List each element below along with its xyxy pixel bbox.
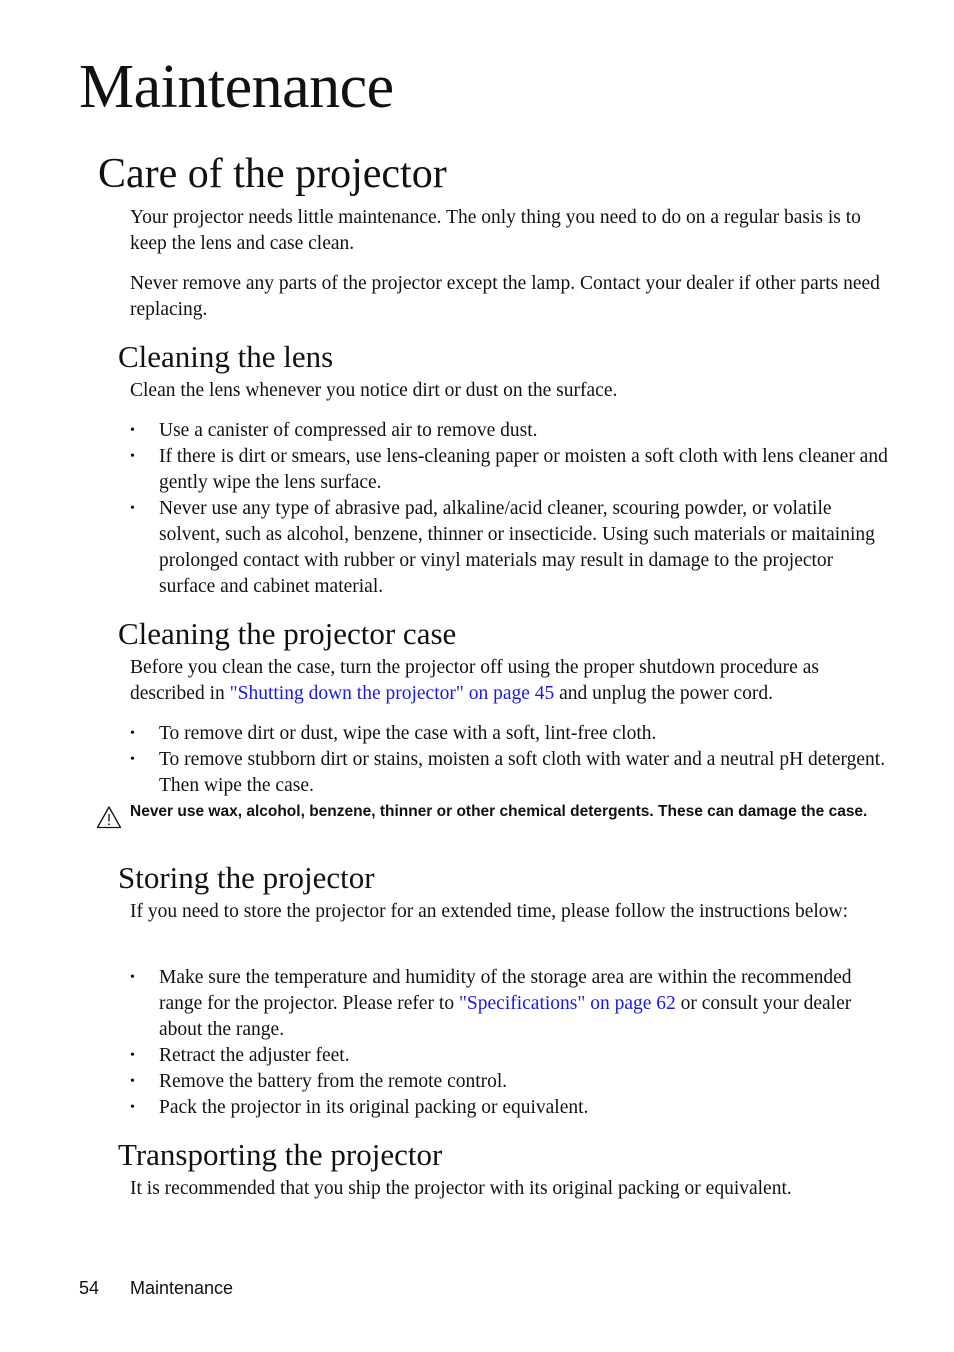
- cleaning-lens-lead: Clean the lens whenever you notice dirt or dust on the surface.: [130, 380, 618, 401]
- list-item: • Retract the adjuster feet.: [130, 1043, 890, 1069]
- specifications-link[interactable]: "Specifications" on page 62: [458, 993, 676, 1014]
- transporting-lead: It is recommended that you ship the projector with its original packing or equivalent.: [130, 1178, 792, 1199]
- section-title: Care of the projector: [98, 151, 447, 197]
- storing-lead: If you need to store the projector for an extended time, please follow the instructions below:: [130, 901, 849, 922]
- page-number: 54: [79, 1278, 100, 1298]
- intro-paragraph-1: Your projector needs little maintenance. The only thing you need to do on a regular basis is to keep the lens and case clean.: [130, 207, 861, 254]
- list-item: [130, 965, 890, 1043]
- warning-text: Never use wax, alcohol, benzene, thinner or other chemical detergents. These can damage the case.: [130, 803, 868, 820]
- list-item: • Use a canister of compressed air to remove dust.: [130, 418, 890, 444]
- cleaning-lens-list: [130, 418, 890, 600]
- footer-section: Maintenance: [130, 1278, 234, 1298]
- cleaning-case-lead: [130, 655, 880, 707]
- shutting-down-link[interactable]: "Shutting down the projector" on page 45: [229, 683, 555, 704]
- list-item: • Remove the battery from the remote control.: [130, 1069, 890, 1095]
- list-item: • Never use any type of abrasive pad, alkaline/acid cleaner, scouring powder, or volatile solvent, such as alcohol, benzene, thinner or insecticide. Using such materials or maitaining prolonged contact with rubber or vinyl materials may result in damage to the projector surface and cabinet material.: [130, 496, 890, 600]
- list-item: • Pack the projector in its original packing or equivalent.: [130, 1095, 890, 1121]
- storing-list: [130, 965, 890, 1121]
- cleaning-lens-heading: Cleaning the lens: [118, 339, 334, 374]
- lead-text: Before you clean the case, turn the projector off using the proper shutdown procedure as described in: [130, 657, 819, 704]
- warning-icon: [96, 805, 122, 829]
- lead-text-end: and unplug the power cord.: [554, 683, 774, 704]
- intro-paragraph-2: Never remove any parts of the projector except the lamp. Contact your dealer if other parts need replacing.: [130, 273, 880, 320]
- bullet-text: Make sure the temperature and humidity of the storage area are within the recommended range for the projector. Please refer to: [159, 967, 852, 1014]
- chapter-title: Maintenance: [79, 53, 394, 121]
- cleaning-case-heading: Cleaning the projector case: [118, 616, 457, 651]
- transporting-heading: Transporting the projector: [118, 1137, 443, 1172]
- list-item: • If there is dirt or smears, use lens-cleaning paper or moisten a soft cloth with lens cleaner and gently wipe the lens surface.: [130, 444, 890, 496]
- storing-heading: Storing the projector: [118, 860, 375, 895]
- list-item: • To remove dirt or dust, wipe the case with a soft, lint-free cloth.: [130, 721, 890, 747]
- list-item: • To remove stubborn dirt or stains, moisten a soft cloth with water and a neutral pH detergent. Then wipe the case.: [130, 747, 890, 799]
- cleaning-case-list: [130, 721, 890, 799]
- bullet-text-end: or consult your dealer about the range.: [159, 993, 852, 1040]
